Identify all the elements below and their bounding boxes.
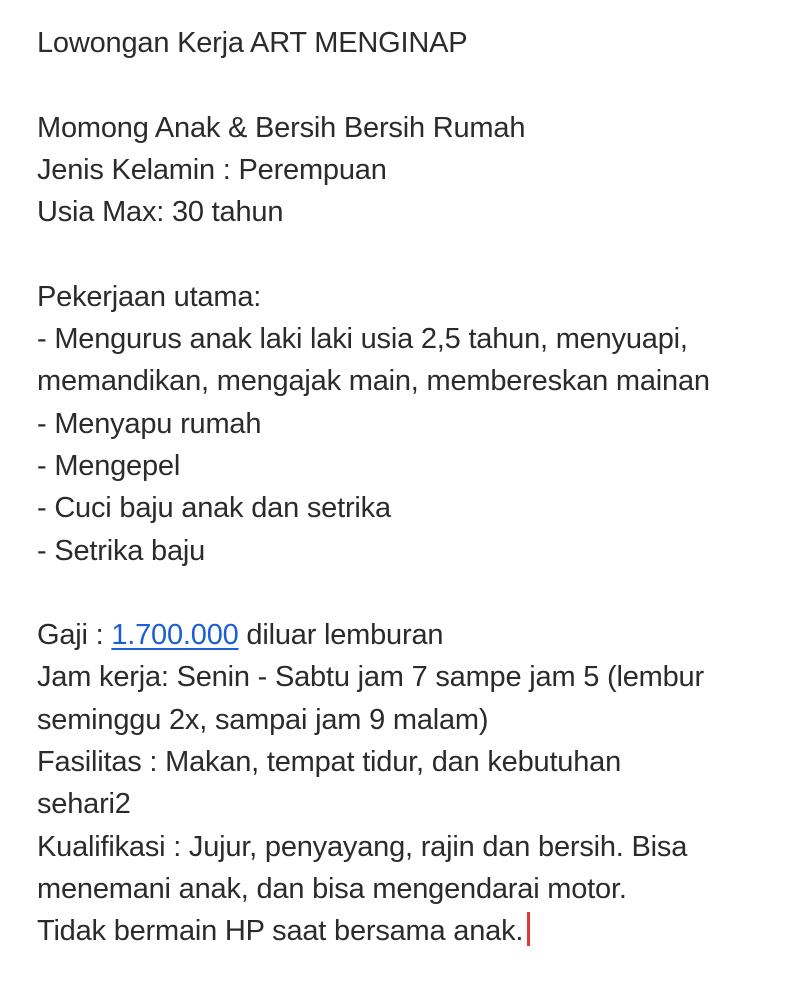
text-editor[interactable]: [37, 22, 797, 953]
duty-item: memandikan, mengajak main, membereskan mainan: [37, 365, 710, 398]
blank-line: [37, 233, 797, 275]
blank-line: [37, 572, 797, 614]
salary-label: Gaji :: [37, 619, 112, 652]
duty-item: - Mengepel: [37, 449, 181, 482]
detail-line: Tidak bermain HP saat bersama anak.: [37, 915, 524, 948]
duty-item: - Cuci baju anak dan setrika: [37, 492, 391, 525]
detail-line: seminggu 2x, sampai jam 9 malam): [37, 703, 489, 736]
detail-line: sehari2: [37, 788, 131, 821]
duty-item: - Setrika baju: [37, 534, 206, 567]
text-cursor: [527, 912, 530, 946]
job-title: Lowongan Kerja ART MENGINAP: [37, 27, 468, 59]
last-line: [37, 910, 797, 952]
duty-item: - Mengurus anak laki laki usia 2,5 tahun, menyuapi,: [37, 323, 688, 356]
detail-line: Jam kerja: Senin - Sabtu jam 7 sampe jam 5 (lembur: [37, 661, 704, 694]
salary-note: diluar lemburan: [238, 619, 444, 652]
duties-heading: Pekerjaan utama:: [37, 280, 262, 313]
duty-item: - Menyapu rumah: [37, 407, 262, 440]
age-requirement: Usia Max: 30 tahun: [37, 196, 284, 229]
salary-line: [37, 614, 797, 656]
blank-line: [37, 64, 797, 106]
detail-line: menemani anak, dan bisa mengendarai motor.: [37, 872, 627, 905]
job-role: Momong Anak & Bersih Bersih Rumah: [37, 111, 526, 144]
detail-line: Fasilitas : Makan, tempat tidur, dan kebutuhan: [37, 746, 622, 779]
salary-amount-link[interactable]: 1.700.000: [111, 619, 239, 652]
gender-requirement: Jenis Kelamin : Perempuan: [37, 153, 387, 186]
detail-line: Kualifikasi : Jujur, penyayang, rajin dan bersih. Bisa: [37, 830, 688, 863]
